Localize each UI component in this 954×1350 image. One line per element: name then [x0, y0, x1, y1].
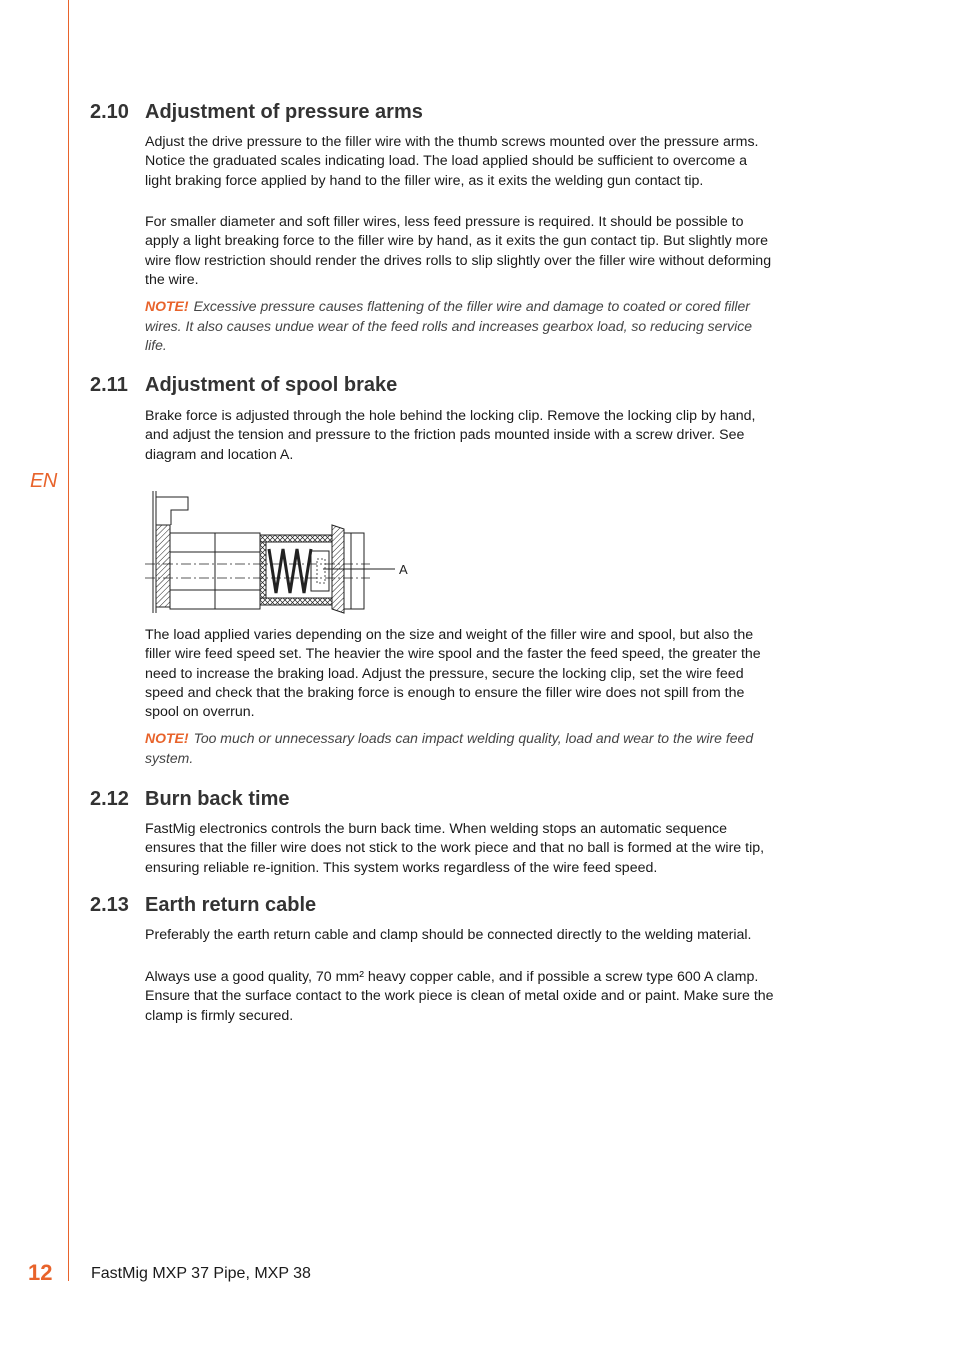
paragraph: For smaller diameter and soft filler wires, less feed pressure is required. It should be possible to apply a light breaking force to the filler wire by hand, as it exits the gun contact tip. But slightly more wire flow restriction should render the drives rolls to slip slightly over the filler wire without deforming the wire.: [145, 214, 772, 288]
section-number: 2.13: [90, 894, 129, 916]
margin-rule: [68, 0, 69, 1281]
language-tag: EN: [30, 470, 57, 492]
note: [145, 729, 775, 768]
section-heading-2-10: [90, 101, 423, 124]
section-heading-2-12: [90, 788, 289, 811]
paragraph: FastMig electronics controls the burn back time. When welding stops an automatic sequence ensures that the filler wire does not stick to the work piece and that no ball is formed at the wire tip, ensuring reliable re-ignition. This system works regardless of the wire feed speed.: [145, 821, 765, 876]
paragraph: Always use a good quality, 70 mm² heavy copper cable, and if possible a screw type 600 A clamp. Ensure that the surface contact to the work piece is clean of metal oxide and or paint. Make sure the clamp is firmly secured.: [145, 969, 774, 1024]
callout-label-a: A: [399, 562, 408, 577]
section-number: 2.10: [90, 101, 129, 123]
note-label: NOTE!: [145, 730, 189, 746]
spool-brake-diagram: [145, 485, 425, 625]
section-title: Adjustment of spool brake: [145, 374, 398, 396]
spool-brake-drawing: [145, 485, 425, 620]
note-text: Too much or unnecessary loads can impact welding quality, load and wear to the wire feed system.: [145, 730, 754, 766]
paragraph: The load applied varies depending on the size and weight of the filler wire and spool, but also the filler wire feed speed set. The heavier the wire spool and the faster the feed speed, the greater the need to increase the braking load. Adjust the pressure, secure the locking clip, set the wire feed speed and check that the braking force is enough to ensure the filler wire does not spill from the spool on overrun.: [145, 627, 761, 721]
section-title: Adjustment of pressure arms: [145, 101, 423, 123]
note: [145, 297, 775, 356]
footer-doc-title: FastMig MXP 37 Pipe, MXP 38: [91, 1265, 311, 1282]
section-title: Burn back time: [145, 788, 290, 810]
section-number: 2.11: [90, 374, 128, 396]
section-heading-2-11: [90, 374, 397, 397]
note-text: Excessive pressure causes flattening of the filler wire and damage to coated or cored filler wires. It also causes undue wear of the feed rolls and increases gearbox load, so reducing service life.: [145, 298, 753, 353]
paragraph: Brake force is adjusted through the hole behind the locking clip. Remove the locking clip by hand, and adjust the tension and pressure to the friction pads mounted inside with a screw driver. See diagram and location A.: [145, 408, 756, 463]
paragraph: Preferably the earth return cable and clamp should be connected directly to the welding material.: [145, 927, 752, 943]
section-heading-2-13: [90, 894, 316, 917]
paragraph: Adjust the drive pressure to the filler wire with the thumb screws mounted over the pressure arms. Notice the graduated scales indicating load. The load applied should be sufficient to overcome a light braking force applied by hand to the filler wire, as it exits the welding gun contact tip.: [145, 134, 759, 189]
section-title: Earth return cable: [145, 894, 317, 916]
section-number: 2.12: [90, 788, 129, 810]
note-label: NOTE!: [145, 298, 189, 314]
page-number: 12: [28, 1260, 53, 1285]
